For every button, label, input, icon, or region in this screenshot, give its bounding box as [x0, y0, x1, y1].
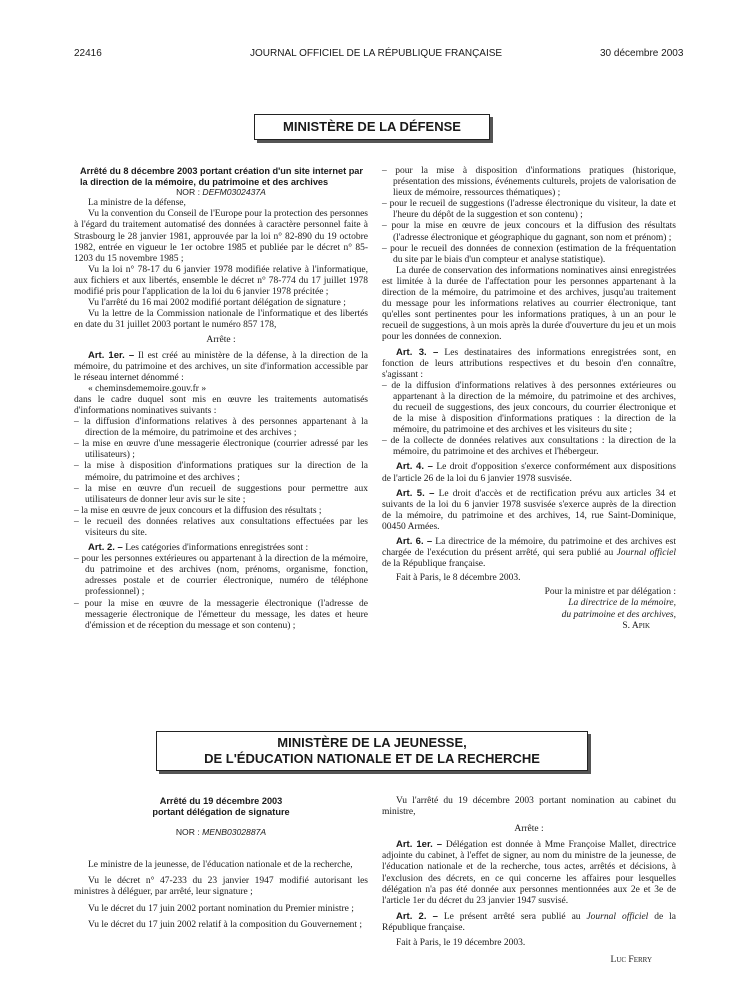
- ministry-education-heading: [156, 731, 588, 771]
- issue-date: 30 décembre 2003: [600, 48, 684, 59]
- ministry-education-line1: MINISTÈRE DE LA JEUNESSE,: [277, 735, 467, 750]
- decree1-para: Vu la lettre de la Commission nationale de l'informatique et des libertés en date du 31 juillet 2003 portant le numéro 857 178,: [74, 309, 368, 331]
- ministry-education-line2: DE L'ÉDUCATION NATIONALE ET DE LA RECHERCHE: [204, 751, 540, 766]
- decree1-left-column: [74, 166, 368, 632]
- list-item: – de la diffusion d'informations relatives à des personnes extérieures ou appartenant à la direction de la mémoire, du patrimoine et des archives, du recueil de suggestions, des jeux concours, du courrier électronique et de la mise à disposition d'informations pratiques : la direction de la mémoire, du patrimoine et des archives et les visiteurs du site ;: [382, 380, 676, 436]
- decree1-para: Vu la convention du Conseil de l'Europe pour la protection des personnes à l'égard du traitement automatisé des données à caractère personnel faite à Strasbourg le 28 janvier 1981, approuvée par la loi n° 82-890 du 19 octobre 1982, entrée en vigueur le 1er octobre 1985 et publiée par le décret n° 85-1203 du 15 novembre 1985 ;: [74, 209, 368, 264]
- decree1-arrete: Arrête :: [206, 335, 236, 346]
- page-number: 22416: [74, 48, 102, 59]
- decree1-signature-line: La directrice de la mémoire,: [568, 598, 676, 609]
- decree1-site-name: « cheminsdememoire.gouv.fr »: [88, 383, 207, 394]
- list-item: – pour le recueil de suggestions (l'adresse électronique du visiteur, la date et l'heure du dépôt de la suggestion et son contenu) ;: [382, 199, 676, 221]
- decree1-art1-text2: dans le cadre duquel sont mis en œuvre les traitements automatisés d'informations nominatives suivants :: [74, 394, 368, 416]
- decree2-fait: Fait à Paris, le 19 décembre 2003.: [396, 938, 526, 949]
- decree2-title: Arrêté du 19 décembre 2003: [159, 796, 283, 806]
- decree2-para: Vu le décret du 17 juin 2002 relatif à la composition du Gouvernement ;: [88, 919, 363, 930]
- decree1-nor: NOR : DEFM0302437A: [176, 187, 266, 198]
- decree1-para: Vu l'arrêté du 16 mai 2002 modifié portant délégation de signature ;: [88, 298, 346, 309]
- decree1-art2: Art. 2. – Les catégories d'informations enregistrées sont :: [88, 542, 309, 554]
- decree2-left-column: [74, 796, 368, 931]
- decree1-art3: Art. 3. – Les destinataires des informations enregistrées sont, en fonction de leurs attributions respectives et du besoin d'en connaître, s'agissant :: [382, 346, 676, 380]
- ministry-defense-heading: [254, 114, 490, 140]
- list-item: – pour la mise en œuvre de jeux concours et la diffusion des résultats (l'adresse électronique et géographique du gagnant, son nom et prénom) ;: [382, 221, 676, 243]
- list-item: – pour le recueil des données de connexion (estimation de la fréquentation du site par le biais d'un compteur et analyse statistique).: [382, 243, 676, 265]
- decree1-signatory: S. Apik: [622, 620, 650, 631]
- list-item: – pour les personnes extérieures ou appartenant à la direction de la mémoire, du patrimoine et des archives (nom, prénoms, organisme, fonction, adresses postale et de courrier électronique, numéro de téléphone professionnel) ;: [74, 554, 368, 598]
- decree2-nor: NOR : MENB0302887A: [175, 827, 267, 838]
- decree2-arrete: Arrête :: [514, 824, 544, 835]
- list-item: – de la collecte de données relatives aux consultations : la direction de la mémoire, du patrimoine et des archives et l'hébergeur.: [382, 436, 676, 458]
- decree1-title: Arrêté du 8 décembre 2003 portant création d'un site internet par la direction de la mémoire, du patrimoine et des archives: [80, 166, 363, 187]
- list-item: – le recueil des données relatives aux consultations effectuées par les visiteurs du site.: [74, 516, 368, 538]
- list-item: – la mise à disposition d'informations pratiques sur la direction de la mémoire, du patrimoine et des archives ;: [74, 461, 368, 483]
- list-item: – la mise en œuvre de jeux concours et la diffusion des résultats ;: [74, 505, 322, 516]
- ministry-defense-title: MINISTÈRE DE LA DÉFENSE: [283, 119, 461, 134]
- decree1-art4: Art. 4. – Le droit d'opposition s'exerce conformément aux dispositions de l'article 26 de la loi du 6 janvier 1978 susvisée.: [382, 461, 676, 484]
- journal-title: JOURNAL OFFICIEL DE LA RÉPUBLIQUE FRANÇAISE: [250, 48, 503, 59]
- decree1-art5: Art. 5. – Le droit d'accès et de rectification prévu aux articles 34 et suivants de la loi du 6 janvier 1978 susvisée s'exerce auprès de la direction de la mémoire, du patrimoine et des archives, 14, rue Saint-Dominique, 00450 Armées.: [382, 487, 676, 532]
- decree2-subtitle: portant délégation de signature: [152, 806, 290, 817]
- list-item: – pour la mise à disposition d'informations pratiques (historique, présentation des missions, événements culturels, projets de valorisation de lieux de mémoire, ressources thématiques) ;: [382, 166, 676, 199]
- list-item: – la mise en œuvre d'un recueil de suggestions pour permettre aux utilisateurs de donner leur avis sur le site ;: [74, 483, 368, 505]
- decree1-signature-line: Pour la ministre et par délégation :: [544, 587, 676, 598]
- list-item: – pour la mise en œuvre de la messagerie électronique (l'adresse de messagerie électronique de l'émetteur du message, les dates et heure d'émission et de réception du message et son contenu) ;: [74, 598, 368, 631]
- decree1-conservation: La durée de conservation des informations nominatives ainsi enregistrées est limitée à la durée de l'affectation pour les personnes appartenant à la direction de la mémoire, du patrimoine et des archives, jusqu'au traitement du message pour les informations relatives au courrier électronique, tant qu'elles sont pertinentes pour les informations pratiques, à un an pour le recueil de suggestions, à un mois après la durée d'ouverture du jeu et un mois pour les données de connexion.: [382, 265, 676, 343]
- list-item: – la mise en œuvre d'une messagerie électronique (courrier adressé par les utilisateurs) ;: [74, 439, 368, 461]
- decree2-para: Vu le décret n° 47-233 du 23 janvier 1947 modifié autorisant les ministres à déléguer, par arrêté, leur signature ;: [74, 876, 368, 898]
- decree2-para: Vu le décret du 17 juin 2002 portant nomination du Premier ministre ;: [88, 903, 354, 914]
- decree2-vu: Vu l'arrêté du 19 décembre 2003 portant nomination au cabinet du ministre,: [382, 796, 676, 818]
- decree1-para: Vu la loi n° 78-17 du 6 janvier 1978 modifiée relative à l'informatique, aux fichiers et aux libertés, ensemble le décret n° 78-774 du 17 juillet 1978 modifié pris pour l'application de la loi du 6 janvier 1978 précitée ;: [74, 264, 368, 298]
- list-item: – la diffusion d'informations relatives à des personnes appartenant à la direction de la mémoire, du patrimoine et des archives ;: [74, 417, 368, 439]
- decree2-art1: Art. 1er. – Délégation est donnée à Mme Françoise Mallet, directrice adjointe du cabinet, à l'effet de signer, au nom du ministre de la jeunesse, de l'éducation nationale et de la recherche, tous actes, arrêtés et décisions, à l'exclusion des décrets, en ce qui concerne les affaires pour lesquelles délégation n'a pas été donnée aux personnes mentionnées aux 2e et 3e de l'article 1er du décret du 23 janvier 1947 susvisé.: [382, 839, 677, 906]
- decree2-para: Le ministre de la jeunesse, de l'éducation nationale et de la recherche,: [88, 860, 353, 871]
- decree1-art6: Art. 6. – La directrice de la mémoire, du patrimoine et des archives est chargée de l'exécution du présent arrêté, qui sera publié au Journal officiel de la République française.: [382, 536, 677, 570]
- decree1-para: La ministre de la défense,: [88, 198, 186, 209]
- decree1-art1: Art. 1er. – Il est créé au ministère de la défense, à la direction de la mémoire, du patrimoine et des archives, un site d'information accessible par le réseau internet dénommé :: [74, 349, 369, 383]
- decree1-signature-line: du patrimoine et des archives,: [561, 609, 676, 620]
- decree1-right-column: [382, 166, 676, 632]
- decree2-right-column: [382, 796, 676, 966]
- decree1-fait: Fait à Paris, le 8 décembre 2003.: [396, 573, 521, 584]
- decree2-signatory: Luc Ferry: [610, 955, 652, 966]
- decree2-art2: Art. 2. – Le présent arrêté sera publié au Journal officiel de la République française.: [382, 910, 676, 933]
